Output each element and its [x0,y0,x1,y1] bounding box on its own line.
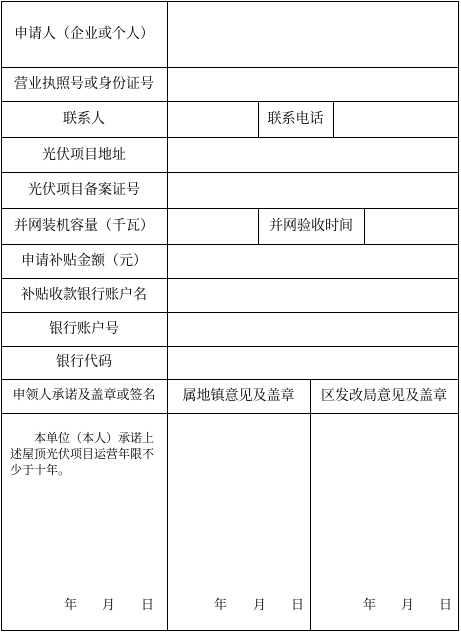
field-account-name[interactable] [168,279,458,312]
label-bank-code: 银行代码 [56,354,112,370]
date-year-2: 年 [214,598,228,613]
field-town-opinion[interactable] [168,414,310,594]
date-year-3: 年 [363,598,377,613]
label-license-id: 营业执照号或身份证号 [14,76,154,92]
date-day-2: 日 [291,598,305,613]
date-month-3: 月 [401,598,415,613]
field-applicant[interactable] [168,2,458,67]
label-filing-no: 光伏项目备案证号 [28,182,140,198]
field-filing-no[interactable] [168,173,458,208]
col-applicant-sign: 申领人承诺及盖章或签名 [12,388,156,403]
date-day-3: 日 [439,598,453,613]
field-contact[interactable] [168,102,258,137]
declaration-text: 本单位（本人）承诺上述屋顶光伏项目运营年限不少于十年。 [10,431,155,477]
label-project-address: 光伏项目地址 [42,147,126,163]
field-capacity[interactable] [168,209,258,244]
date-month-2: 月 [253,598,267,613]
date-year-1: 年 [64,598,78,613]
date-day-1: 日 [141,598,155,613]
label-capacity: 并网装机容量（千瓦） [14,218,154,234]
field-district-opinion[interactable] [311,414,458,594]
date-month-1: 月 [102,598,116,613]
field-project-address[interactable] [168,138,458,172]
label-applicant: 申请人（企业或个人） [14,26,154,42]
col-town-opinion: 属地镇意见及盖章 [182,388,295,404]
label-subsidy-amount: 申请补贴金额（元） [21,253,147,269]
field-phone[interactable] [334,102,458,137]
label-acceptance-time: 并网验收时间 [269,218,353,234]
label-account-no: 银行账户号 [49,321,119,337]
field-license-id[interactable] [168,68,458,101]
col-district-opinion: 区发改局意见及盖章 [321,388,447,404]
field-subsidy-amount[interactable] [168,245,458,278]
field-acceptance-time[interactable] [365,209,458,244]
label-contact: 联系人 [63,111,105,127]
field-bank-code[interactable] [168,347,458,379]
field-account-no[interactable] [168,313,458,346]
label-account-name: 补贴收款银行账户名 [21,287,147,303]
label-phone: 联系电话 [267,111,324,127]
